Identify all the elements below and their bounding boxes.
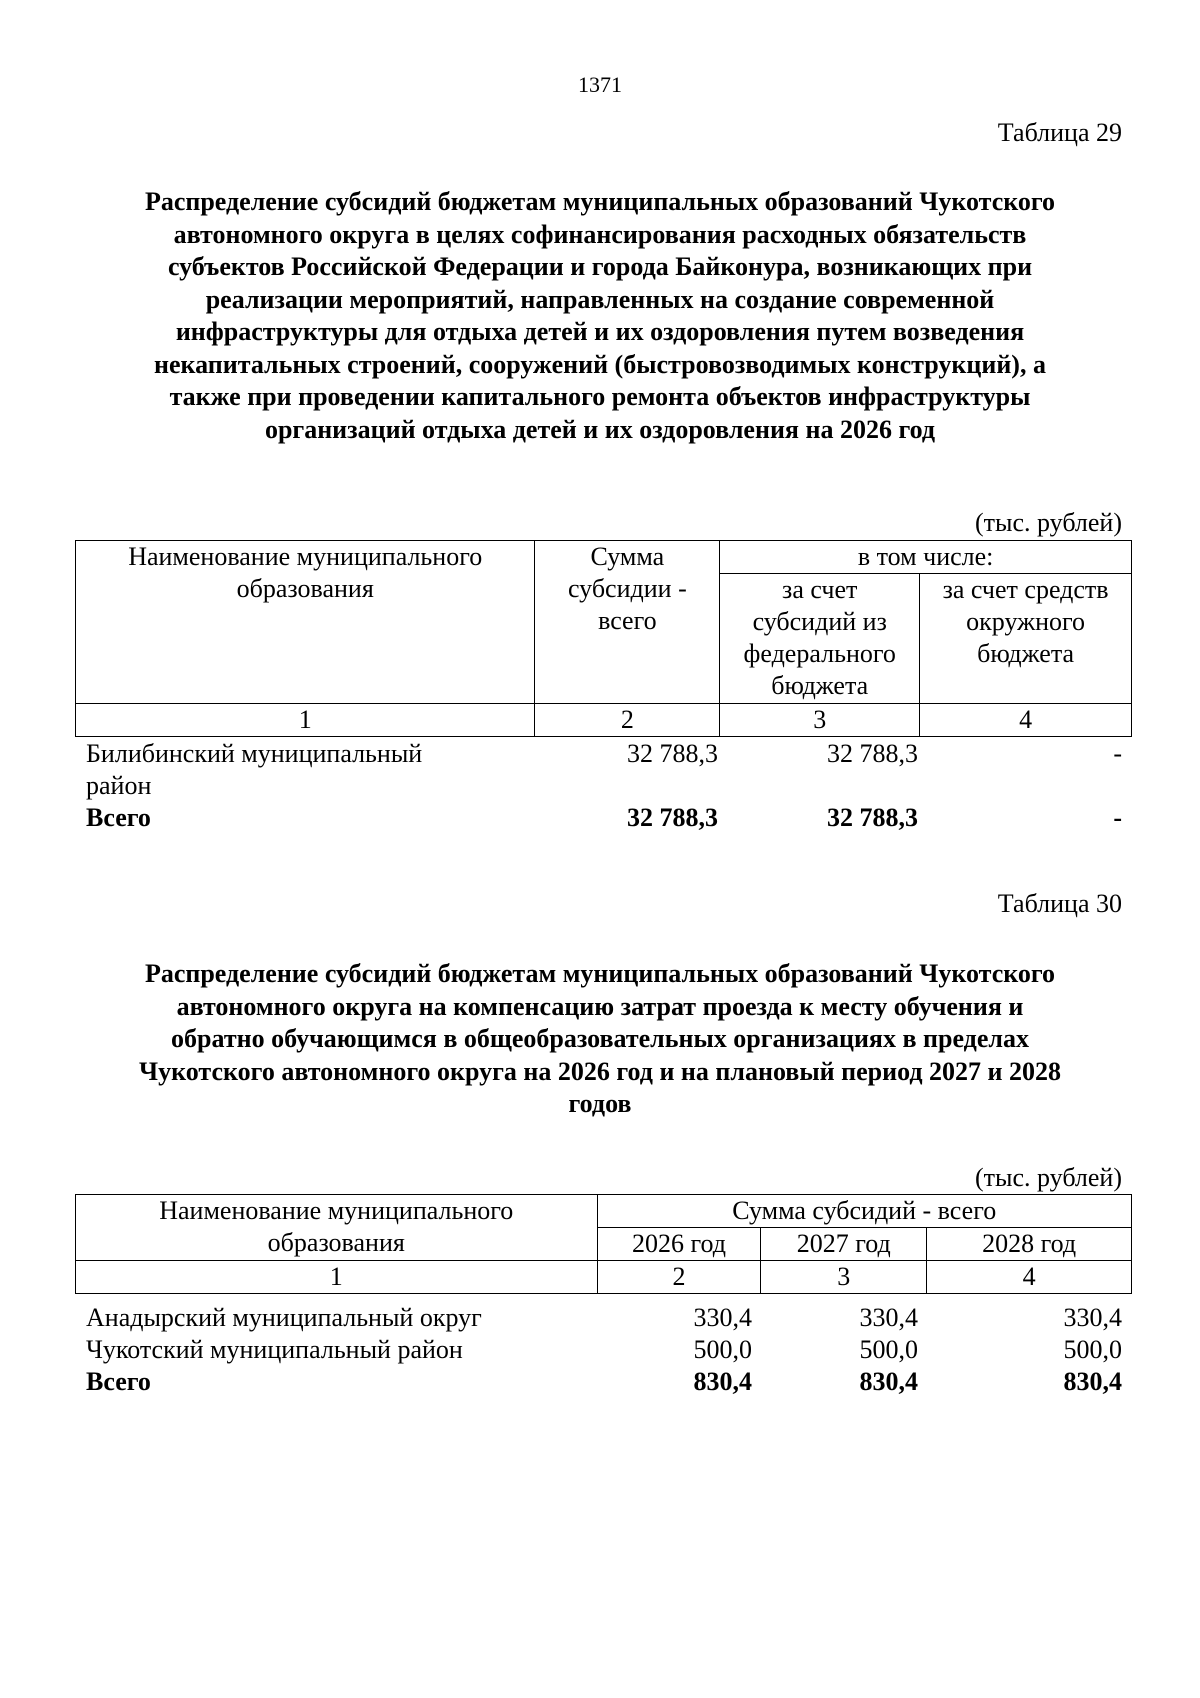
header-federal-cell bbox=[720, 574, 920, 704]
header-federal-line2: субсидий из bbox=[752, 607, 887, 636]
total-district: - bbox=[1113, 803, 1122, 832]
title-line: также при проведении капитального ремонта объектов инфраструктуры bbox=[169, 382, 1031, 411]
header-federal-line4: бюджета bbox=[771, 671, 869, 700]
header-year-2027: 2027 год bbox=[761, 1228, 927, 1261]
table30-label: Таблица 30 bbox=[997, 889, 1122, 918]
header-name-cell bbox=[76, 541, 535, 704]
total-2027: 830,4 bbox=[859, 1367, 918, 1396]
header-district-line3: бюджета bbox=[977, 639, 1075, 668]
table30-title bbox=[80, 958, 1120, 1121]
title-line: Распределение субсидий бюджетам муниципальных образований Чукотского bbox=[144, 187, 1056, 216]
header-federal-line1: за счет bbox=[782, 575, 858, 604]
table-row bbox=[0, 1302, 1200, 1334]
header-name-line2: образования bbox=[267, 1228, 405, 1257]
row-name-line1: Билибинский муниципальный bbox=[86, 739, 423, 768]
col-number: 3 bbox=[720, 704, 920, 737]
table29-header bbox=[75, 540, 1132, 737]
table29-units: (тыс. рублей) bbox=[974, 508, 1122, 537]
title-line: Распределение субсидий бюджетам муниципальных образований Чукотского bbox=[144, 959, 1056, 988]
row-2028: 500,0 bbox=[1063, 1335, 1122, 1364]
row-name: Чукотский муниципальный район bbox=[86, 1335, 463, 1364]
header-year-2028: 2028 год bbox=[927, 1228, 1132, 1261]
row-district: - bbox=[1113, 739, 1122, 768]
title-line: автономного округа в целях софинансирования расходных обязательств bbox=[173, 219, 1027, 249]
header-district-line1: за счет средств bbox=[942, 575, 1109, 604]
col-number: 4 bbox=[920, 704, 1132, 737]
header-sum-line1: Сумма bbox=[590, 542, 665, 571]
header-sum-total: Сумма субсидий - всего bbox=[597, 1195, 1131, 1228]
col-number: 4 bbox=[927, 1261, 1132, 1294]
row-name bbox=[86, 738, 536, 802]
table29-title bbox=[80, 186, 1120, 446]
row-2026: 330,4 bbox=[693, 1303, 752, 1332]
row-name: Анадырский муниципальный округ bbox=[86, 1303, 482, 1332]
total-federal: 32 788,3 bbox=[827, 803, 918, 832]
header-sum-line3: всего bbox=[598, 606, 657, 635]
row-2027: 330,4 bbox=[859, 1303, 918, 1332]
header-year-2026: 2026 год bbox=[597, 1228, 761, 1261]
header-name-line1: Наименование муниципального bbox=[128, 542, 483, 571]
header-federal-line3: федерального bbox=[743, 639, 896, 668]
title-line: субъектов Российской Федерации и города Байконура, возникающих при bbox=[167, 252, 1033, 281]
total-row bbox=[0, 1366, 1200, 1398]
header-sum-cell bbox=[535, 541, 720, 704]
total-label: Всего bbox=[86, 803, 151, 832]
total-2028: 830,4 bbox=[1063, 1367, 1122, 1396]
table-row bbox=[0, 1334, 1200, 1366]
title-line: годов bbox=[568, 1089, 632, 1118]
row-federal: 32 788,3 bbox=[827, 739, 918, 768]
header-sum-line2: субсидии - bbox=[567, 574, 687, 603]
col-number: 1 bbox=[76, 704, 535, 737]
title-line: некапитальных строений, сооружений (быстровозводимых конструкций), а bbox=[154, 349, 1046, 379]
header-including: в том числе: bbox=[720, 541, 1132, 574]
table-row bbox=[0, 738, 1200, 802]
total-label: Всего bbox=[86, 1367, 151, 1396]
total-2026: 830,4 bbox=[693, 1367, 752, 1396]
row-2027: 500,0 bbox=[859, 1335, 918, 1364]
table30-header bbox=[75, 1194, 1132, 1294]
table30-units: (тыс. рублей) bbox=[974, 1163, 1122, 1192]
header-district-line2: окружного bbox=[966, 607, 1085, 636]
row-2026: 500,0 bbox=[693, 1335, 752, 1364]
row-2028: 330,4 bbox=[1063, 1303, 1122, 1332]
table29-label: Таблица 29 bbox=[997, 118, 1122, 147]
title-line: обратно обучающимся в общеобразовательных организациях в пределах bbox=[171, 1024, 1029, 1053]
row-name-line2: район bbox=[86, 771, 152, 800]
title-line: автономного округа на компенсацию затрат проезда к месту обучения и bbox=[176, 991, 1024, 1021]
header-district-cell bbox=[920, 574, 1132, 704]
title-line: реализации мероприятий, направленных на создание современной bbox=[205, 284, 995, 314]
header-name-line2: образования bbox=[236, 574, 374, 603]
page-number: 1371 bbox=[578, 72, 622, 97]
title-line: организаций отдыха детей и их оздоровления на 2026 год bbox=[264, 414, 936, 444]
title-line: инфраструктуры для отдыха детей и их оздоровления путем возведения bbox=[175, 317, 1025, 346]
row-total: 32 788,3 bbox=[627, 739, 718, 768]
col-number: 2 bbox=[535, 704, 720, 737]
total-row bbox=[0, 802, 1200, 834]
title-line: Чукотского автономного округа на 2026 год и на плановый период 2027 и 2028 bbox=[139, 1056, 1061, 1086]
total-sum: 32 788,3 bbox=[627, 803, 718, 832]
header-name-cell bbox=[76, 1195, 598, 1261]
col-number: 2 bbox=[597, 1261, 761, 1294]
col-number: 3 bbox=[761, 1261, 927, 1294]
col-number: 1 bbox=[76, 1261, 598, 1294]
header-name-line1: Наименование муниципального bbox=[159, 1196, 514, 1225]
